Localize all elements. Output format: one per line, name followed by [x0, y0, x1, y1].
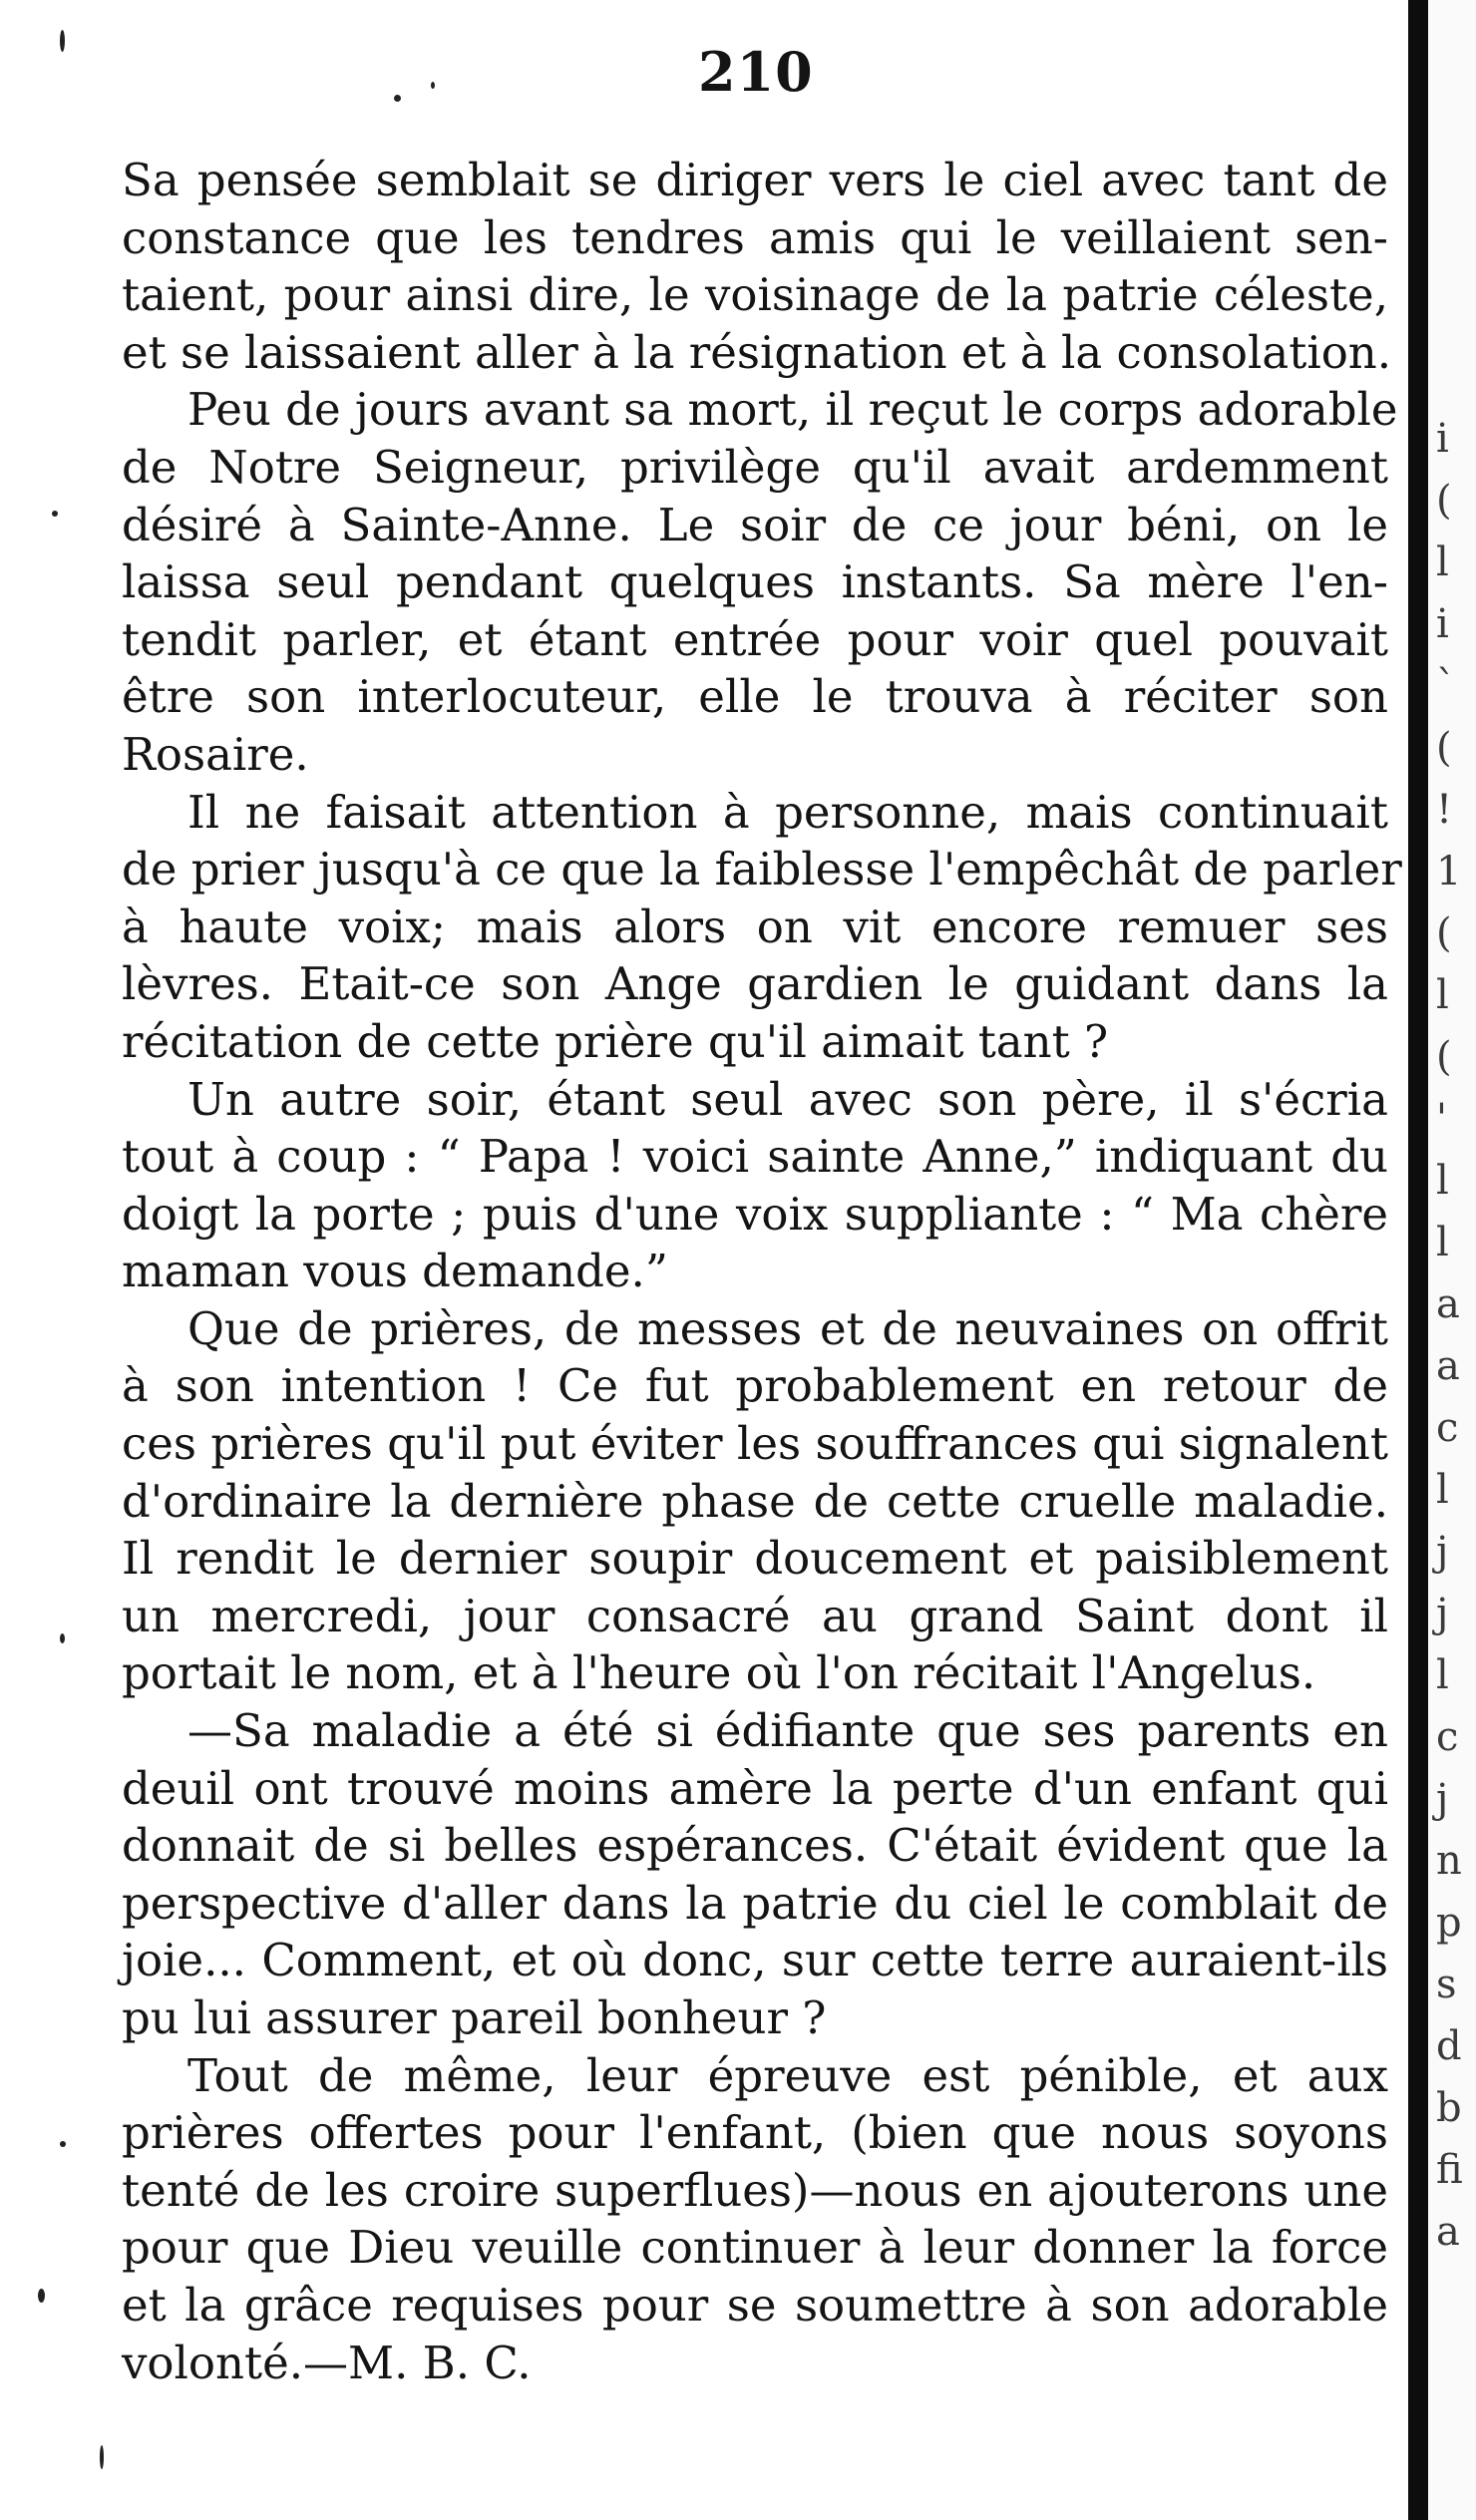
bleed-glyph: i [1436, 601, 1449, 647]
text-line: maman vous demande.” [122, 1245, 668, 1298]
bleed-glyph: l [1436, 540, 1449, 585]
text-line: récitation de cette prière qu'il aimait tant ? [122, 1014, 1109, 1068]
text-line: Que de prières, de messes et de neuvaines on offrit [187, 1301, 1388, 1355]
text-line: Il ne faisait attention à personne, mais continuait [187, 785, 1388, 839]
bleed-glyph: d [1436, 2023, 1462, 2069]
text-line: Il rendit le dernier soupir doucement et paisiblement [122, 1532, 1388, 1586]
bleed-glyph: l [1436, 1220, 1449, 1265]
text-line: donnait de si belles espérances. C'était évident que la [122, 1819, 1388, 1873]
text-line: tenté de les croire superflues)—nous en ajouterons une [122, 2163, 1388, 2217]
bleed-glyph: c [1436, 1714, 1459, 1760]
bleed-glyph: l [1436, 1467, 1449, 1513]
text-line: à son intention ! Ce fut probablement en retour de [122, 1359, 1388, 1413]
bleed-glyph: s [1436, 1962, 1457, 2007]
bleed-glyph: a [1436, 2209, 1460, 2255]
bleed-glyph: i [1436, 416, 1449, 462]
text-line: Peu de jours avant sa mort, il reçut le corps adorable [187, 383, 1398, 437]
text-line: constance que les tendres amis qui le veillaient sen- [122, 210, 1388, 264]
text-line: à haute voix; mais alors on vit encore remuer ses [122, 900, 1388, 953]
page-number: 210 [698, 40, 814, 104]
bleed-glyph: ( [1436, 1034, 1452, 1080]
scan-speck [60, 1633, 65, 1643]
bleed-glyph: c [1436, 1405, 1459, 1451]
text-line: Un autre soir, étant seul avec son père, il s'écria [187, 1072, 1388, 1126]
scan-speck [100, 2445, 104, 2469]
article-body [122, 152, 1402, 2391]
bleed-glyph: p [1436, 1900, 1462, 1946]
bleed-glyph: ! [1436, 787, 1453, 833]
bleed-glyph: a [1436, 1281, 1460, 1327]
text-line: joie... Comment, et où donc, sur cette terre auraient-ils [122, 1934, 1388, 1987]
scan-speck [394, 95, 401, 102]
text-line: prières offertes pour l'enfant, (bien que nous soyons [122, 2106, 1388, 2160]
bleed-glyph: 1 [1436, 849, 1462, 895]
text-line: pu lui assurer pareil bonheur ? [122, 1991, 827, 2044]
text-line: deuil ont trouvé moins amère la perte d'un enfant qui [122, 1761, 1388, 1815]
bleed-glyph: ( [1436, 478, 1452, 524]
text-line: laissa seul pendant quelques instants. Sa mère l'en- [122, 555, 1388, 609]
text-line: pour que Dieu veuille continuer à leur donner la force [122, 2221, 1388, 2275]
text-line: —Sa maladie a été si édifiante que ses parents en [187, 1704, 1388, 1758]
bleed-glyph: l [1436, 1652, 1449, 1698]
text-line: être son interlocuteur, elle le trouva à réciter son [122, 670, 1388, 724]
text-line: perspective d'aller dans la patrie du ciel le comblait de [122, 1876, 1388, 1930]
text-line: de prier jusqu'à ce que la faiblesse l'empêchât de parler [122, 843, 1402, 897]
text-line: de Notre Seigneur, privilège qu'il avait ardemment [122, 440, 1388, 494]
scan-speck [52, 511, 58, 517]
bleed-glyph: j [1436, 1776, 1449, 1822]
text-line: lèvres. Etait-ce son Ange gardien le guidant dans la [122, 957, 1388, 1011]
scan-speck [60, 2141, 66, 2147]
bleed-glyph: ` [1436, 663, 1456, 709]
text-line: portait le nom, et à l'heure où l'on récitait l'Angelus. [122, 1646, 1316, 1700]
text-line: désiré à Sainte-Anne. Le soir de ce jour béni, on le [122, 498, 1388, 551]
text-line: taient, pour ainsi dire, le voisinage de la patrie céleste, [122, 268, 1388, 322]
page-edge-shadow [1408, 0, 1428, 2520]
bleed-glyph: n [1436, 1838, 1462, 1884]
text-line: et se laissaient aller à la résignation et à la consolation. [122, 325, 1392, 379]
text-line: un mercredi, jour consacré au grand Saint dont il [122, 1589, 1388, 1642]
scan-speck [38, 2289, 45, 2303]
text-line: d'ordinaire la dernière phase de cette cruelle maladie. [122, 1474, 1388, 1528]
bleed-glyph: fi [1436, 2147, 1463, 2193]
text-line: tendit parler, et étant entrée pour voir quel pouvait [122, 612, 1388, 666]
bleed-glyph: ' [1436, 1096, 1447, 1142]
text-line: Rosaire. [122, 727, 309, 781]
bleed-glyph: l [1436, 972, 1449, 1018]
bleed-glyph: ( [1436, 725, 1452, 771]
scan-speck [431, 82, 435, 89]
text-line: volonté.—M. B. C. [122, 2336, 532, 2389]
bleed-glyph: j [1436, 1529, 1449, 1575]
bleed-glyph: j [1436, 1591, 1449, 1636]
text-line: et la grâce requises pour se soumettre à son adorable [122, 2278, 1388, 2332]
bleed-glyph: b [1436, 2085, 1462, 2131]
bleed-glyph: l [1436, 1158, 1449, 1204]
scan-speck [60, 30, 65, 52]
text-line: Tout de même, leur épreuve est pénible, et aux [187, 2048, 1388, 2102]
bleed-glyph: ( [1436, 910, 1452, 956]
text-line: doigt la porte ; puis d'une voix suppliante : “ Ma chère [122, 1187, 1388, 1241]
text-line: ces prières qu'il put éviter les souffrances qui signalent [122, 1417, 1388, 1471]
bleed-glyph: a [1436, 1343, 1460, 1389]
text-line: Sa pensée semblait se diriger vers le ciel avec tant de [122, 154, 1388, 206]
text-line: tout à coup : “ Papa ! voici sainte Anne,” indiquant du [122, 1130, 1388, 1184]
